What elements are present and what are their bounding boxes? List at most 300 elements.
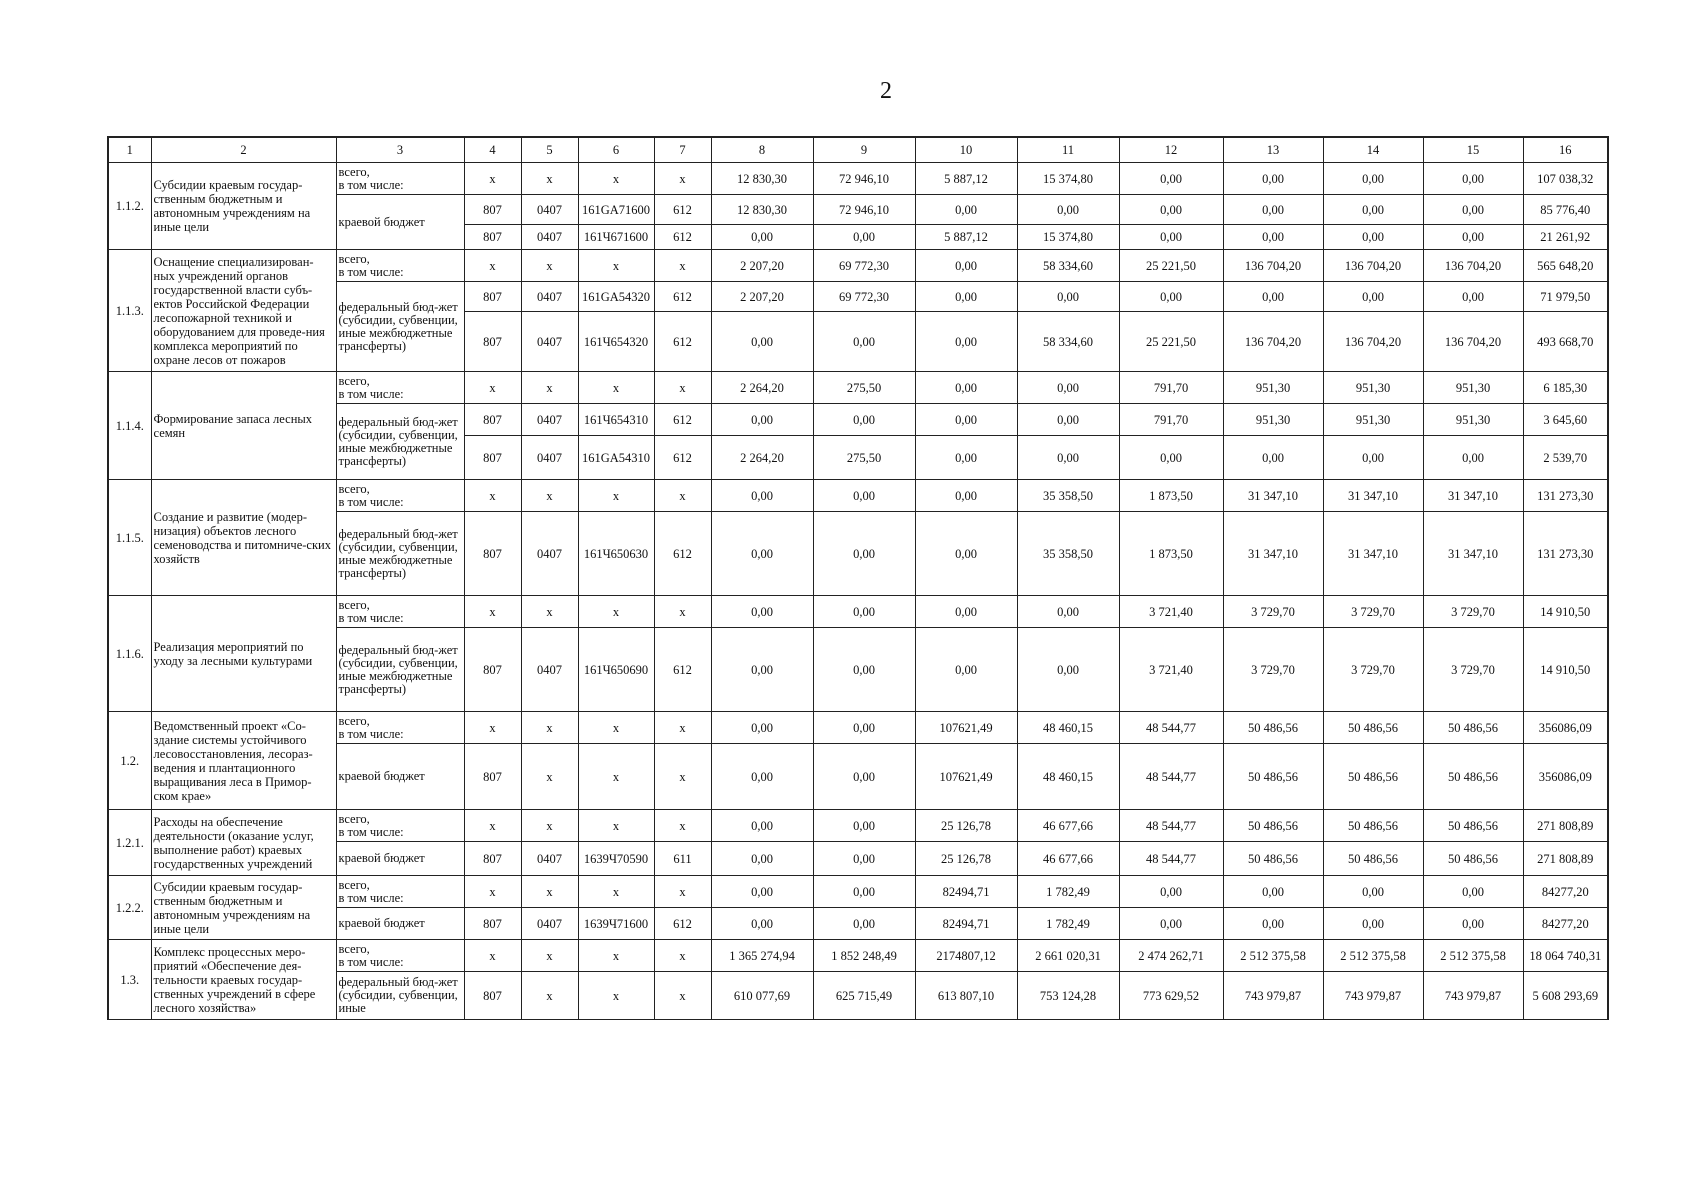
value-cell: 0,00 [1223, 436, 1323, 480]
value-cell: 3 729,70 [1223, 596, 1323, 628]
value-cell: 612 [654, 195, 711, 225]
value-cell: 2 661 020,31 [1017, 940, 1119, 972]
value-cell: x [521, 596, 578, 628]
value-cell: x [578, 810, 654, 842]
value-cell: 0,00 [711, 744, 813, 810]
value-cell: x [521, 940, 578, 972]
value-cell: 1 852 248,49 [813, 940, 915, 972]
value-cell: 0,00 [711, 810, 813, 842]
value-cell: 0,00 [1223, 282, 1323, 312]
value-cell: 0,00 [1223, 225, 1323, 250]
column-header: 1 [108, 137, 151, 163]
funding-source: всего, в том числе: [336, 940, 464, 972]
value-cell: x [521, 163, 578, 195]
value-cell: 0,00 [915, 372, 1017, 404]
value-cell: 3 721,40 [1119, 628, 1223, 712]
value-cell: x [464, 596, 521, 628]
funding-source: всего, в том числе: [336, 810, 464, 842]
value-cell: 0,00 [1223, 163, 1323, 195]
value-cell: 0,00 [1017, 404, 1119, 436]
value-cell: 951,30 [1323, 404, 1423, 436]
value-cell: 0,00 [1017, 372, 1119, 404]
value-cell: 5 608 293,69 [1523, 972, 1608, 1020]
column-header: 4 [464, 137, 521, 163]
value-cell: 31 347,10 [1223, 480, 1323, 512]
value-cell: 0,00 [1423, 282, 1523, 312]
row-code: 1.2. [108, 712, 151, 810]
value-cell: 612 [654, 628, 711, 712]
value-cell: 0407 [521, 908, 578, 940]
value-cell: 50 486,56 [1423, 842, 1523, 876]
value-cell: 82494,71 [915, 908, 1017, 940]
value-cell: 0,00 [915, 195, 1017, 225]
value-cell: x [578, 596, 654, 628]
value-cell: 35 358,50 [1017, 480, 1119, 512]
value-cell: 1 782,49 [1017, 876, 1119, 908]
value-cell: 107 038,32 [1523, 163, 1608, 195]
value-cell: 807 [464, 908, 521, 940]
value-cell: 136 704,20 [1323, 312, 1423, 372]
value-cell: 0,00 [1423, 195, 1523, 225]
value-cell: 0407 [521, 512, 578, 596]
value-cell: 50 486,56 [1223, 744, 1323, 810]
table-row [108, 940, 1608, 972]
value-cell: 0,00 [915, 512, 1017, 596]
value-cell: 612 [654, 312, 711, 372]
funding-source: всего, в том числе: [336, 876, 464, 908]
value-cell: 0,00 [1323, 225, 1423, 250]
row-name: Комплекс процессных меро-приятий «Обеспечение дея-тельности краевых государ-ственных учреждений в сфере лесного хозяйства» [151, 940, 336, 1020]
value-cell: 0,00 [1017, 628, 1119, 712]
row-name: Ведомственный проект «Со-здание системы устойчивого лесовосстановления, лесораз-ведения и плантационного выращивания леса в Примор-ском крае» [151, 712, 336, 810]
funding-source: всего, в том числе: [336, 372, 464, 404]
value-cell: x [578, 744, 654, 810]
value-cell: 0,00 [1223, 908, 1323, 940]
funding-source: всего, в том числе: [336, 480, 464, 512]
value-cell: 807 [464, 744, 521, 810]
value-cell: 0407 [521, 312, 578, 372]
table-row [108, 372, 1608, 404]
value-cell: 0,00 [711, 404, 813, 436]
value-cell: 743 979,87 [1223, 972, 1323, 1020]
value-cell: 0,00 [1119, 163, 1223, 195]
value-cell: 275,50 [813, 436, 915, 480]
value-cell: 0,00 [915, 404, 1017, 436]
value-cell: 31 347,10 [1423, 480, 1523, 512]
value-cell: x [654, 163, 711, 195]
row-code: 1.1.5. [108, 480, 151, 596]
column-header: 7 [654, 137, 711, 163]
value-cell: 131 273,30 [1523, 512, 1608, 596]
row-name: Оснащение специализирован-ных учреждений органов государственной власти субъ-ектов Российской Федерации лесопожарной техникой и оборудованием для проведе-ния комплекса мероприятий по охране лесов от пожаров [151, 250, 336, 372]
value-cell: 356086,09 [1523, 744, 1608, 810]
value-cell: 2 539,70 [1523, 436, 1608, 480]
value-cell: 48 544,77 [1119, 810, 1223, 842]
value-cell: 0,00 [915, 628, 1017, 712]
value-cell: 0,00 [813, 480, 915, 512]
value-cell: 50 486,56 [1323, 712, 1423, 744]
value-cell: x [654, 250, 711, 282]
value-cell: 613 807,10 [915, 972, 1017, 1020]
value-cell: 136 704,20 [1423, 312, 1523, 372]
value-cell: 791,70 [1119, 372, 1223, 404]
funding-source: всего, в том числе: [336, 712, 464, 744]
value-cell: x [521, 972, 578, 1020]
value-cell: 271 808,89 [1523, 842, 1608, 876]
funding-source: федеральный бюд-жет (субсидии, субвенции, иные межбюджетные трансферты) [336, 404, 464, 480]
value-cell: 50 486,56 [1223, 810, 1323, 842]
value-cell: 0407 [521, 195, 578, 225]
value-cell: 5 887,12 [915, 163, 1017, 195]
value-cell: 0,00 [711, 225, 813, 250]
value-cell: 0,00 [711, 480, 813, 512]
column-header: 14 [1323, 137, 1423, 163]
value-cell: x [578, 163, 654, 195]
value-cell: 0,00 [711, 876, 813, 908]
value-cell: 161Ч650630 [578, 512, 654, 596]
value-cell: 0407 [521, 225, 578, 250]
value-cell: 0,00 [813, 810, 915, 842]
value-cell: x [464, 876, 521, 908]
column-header: 8 [711, 137, 813, 163]
value-cell: 0,00 [1323, 163, 1423, 195]
value-cell: 85 776,40 [1523, 195, 1608, 225]
value-cell: 2174807,12 [915, 940, 1017, 972]
value-cell: 161Ч654310 [578, 404, 654, 436]
value-cell: 5 887,12 [915, 225, 1017, 250]
value-cell: x [521, 480, 578, 512]
value-cell: 0,00 [813, 312, 915, 372]
value-cell: x [654, 372, 711, 404]
value-cell: 107621,49 [915, 744, 1017, 810]
value-cell: 0,00 [1017, 195, 1119, 225]
value-cell: 612 [654, 512, 711, 596]
value-cell: 0,00 [915, 312, 1017, 372]
value-cell: 0,00 [711, 908, 813, 940]
value-cell: 951,30 [1423, 372, 1523, 404]
value-cell: 951,30 [1223, 372, 1323, 404]
value-cell: 951,30 [1223, 404, 1323, 436]
value-cell: 3 729,70 [1423, 628, 1523, 712]
value-cell: x [654, 810, 711, 842]
value-cell: 791,70 [1119, 404, 1223, 436]
value-cell: 565 648,20 [1523, 250, 1608, 282]
value-cell: 0,00 [1423, 163, 1523, 195]
value-cell: 0,00 [813, 744, 915, 810]
value-cell: 2 512 375,58 [1223, 940, 1323, 972]
value-cell: x [521, 250, 578, 282]
column-header: 12 [1119, 137, 1223, 163]
value-cell: 48 544,77 [1119, 712, 1223, 744]
row-name: Формирование запаса лесных семян [151, 372, 336, 480]
value-cell: 612 [654, 225, 711, 250]
value-cell: 14 910,50 [1523, 628, 1608, 712]
value-cell: 0,00 [1323, 436, 1423, 480]
value-cell: x [578, 372, 654, 404]
value-cell: 14 910,50 [1523, 596, 1608, 628]
value-cell: 951,30 [1423, 404, 1523, 436]
value-cell: 50 486,56 [1323, 842, 1423, 876]
column-header: 11 [1017, 137, 1119, 163]
value-cell: 1 365 274,94 [711, 940, 813, 972]
funding-source: федеральный бюд-жет (субсидии, субвенции, иные межбюджетные трансферты) [336, 628, 464, 712]
table-row [108, 876, 1608, 908]
value-cell: 0,00 [915, 282, 1017, 312]
value-cell: 0,00 [1119, 436, 1223, 480]
value-cell: 2 474 262,71 [1119, 940, 1223, 972]
value-cell: 0,00 [813, 876, 915, 908]
value-cell: 0,00 [813, 225, 915, 250]
value-cell: 15 374,80 [1017, 163, 1119, 195]
row-code: 1.2.2. [108, 876, 151, 940]
value-cell: 356086,09 [1523, 712, 1608, 744]
value-cell: 0,00 [1323, 876, 1423, 908]
value-cell: 50 486,56 [1423, 712, 1523, 744]
value-cell: 2 207,20 [711, 282, 813, 312]
value-cell: 50 486,56 [1423, 744, 1523, 810]
table-row [108, 810, 1608, 842]
value-cell: x [654, 972, 711, 1020]
value-cell: 0,00 [1017, 282, 1119, 312]
value-cell: 161GA54320 [578, 282, 654, 312]
value-cell: 807 [464, 972, 521, 1020]
value-cell: 48 460,15 [1017, 712, 1119, 744]
column-header: 3 [336, 137, 464, 163]
value-cell: x [578, 940, 654, 972]
value-cell: x [578, 250, 654, 282]
value-cell: x [464, 480, 521, 512]
funding-source: краевой бюджет [336, 195, 464, 250]
value-cell: 0,00 [1423, 908, 1523, 940]
row-name: Субсидии краевым государ-ственным бюджетным и автономным учреждениям на иные цели [151, 876, 336, 940]
value-cell: 25 126,78 [915, 810, 1017, 842]
value-cell: x [654, 712, 711, 744]
value-cell: 72 946,10 [813, 195, 915, 225]
value-cell: 0407 [521, 436, 578, 480]
row-code: 1.1.4. [108, 372, 151, 480]
value-cell: 0,00 [813, 512, 915, 596]
column-header: 2 [151, 137, 336, 163]
value-cell: 12 830,30 [711, 195, 813, 225]
value-cell: 2 264,20 [711, 372, 813, 404]
value-cell: 271 808,89 [1523, 810, 1608, 842]
value-cell: x [654, 876, 711, 908]
value-cell: x [464, 250, 521, 282]
value-cell: 1 873,50 [1119, 480, 1223, 512]
column-header: 10 [915, 137, 1017, 163]
value-cell: 131 273,30 [1523, 480, 1608, 512]
value-cell: 743 979,87 [1423, 972, 1523, 1020]
value-cell: 0407 [521, 842, 578, 876]
value-cell: 12 830,30 [711, 163, 813, 195]
value-cell: 612 [654, 908, 711, 940]
value-cell: 0,00 [813, 404, 915, 436]
value-cell: 3 645,60 [1523, 404, 1608, 436]
value-cell: 0,00 [915, 596, 1017, 628]
value-cell: x [654, 480, 711, 512]
column-header: 15 [1423, 137, 1523, 163]
funding-source: федеральный бюд-жет (субсидии, субвенции, иные [336, 972, 464, 1020]
value-cell: 807 [464, 282, 521, 312]
value-cell: x [521, 744, 578, 810]
column-header: 6 [578, 137, 654, 163]
value-cell: 3 729,70 [1323, 628, 1423, 712]
value-cell: 807 [464, 404, 521, 436]
value-cell: 25 221,50 [1119, 250, 1223, 282]
value-cell: 0,00 [1423, 225, 1523, 250]
value-cell: 50 486,56 [1323, 744, 1423, 810]
value-cell: 0,00 [915, 480, 1017, 512]
value-cell: 161Ч654320 [578, 312, 654, 372]
value-cell: 21 261,92 [1523, 225, 1608, 250]
value-cell: x [464, 712, 521, 744]
value-cell: 31 347,10 [1223, 512, 1323, 596]
value-cell: 0,00 [1223, 195, 1323, 225]
value-cell: 161GA54310 [578, 436, 654, 480]
value-cell: 0,00 [813, 628, 915, 712]
column-header: 16 [1523, 137, 1608, 163]
header-row [108, 137, 1608, 163]
value-cell: 6 185,30 [1523, 372, 1608, 404]
value-cell: 1 782,49 [1017, 908, 1119, 940]
value-cell: 0,00 [1223, 876, 1323, 908]
value-cell: 807 [464, 512, 521, 596]
value-cell: 0,00 [1423, 436, 1523, 480]
value-cell: 612 [654, 404, 711, 436]
value-cell: 0,00 [1119, 195, 1223, 225]
value-cell: 743 979,87 [1323, 972, 1423, 1020]
value-cell: x [521, 810, 578, 842]
value-cell: 2 512 375,58 [1323, 940, 1423, 972]
value-cell: 951,30 [1323, 372, 1423, 404]
value-cell: 807 [464, 628, 521, 712]
value-cell: 25 126,78 [915, 842, 1017, 876]
value-cell: 0,00 [1119, 876, 1223, 908]
value-cell: x [464, 940, 521, 972]
value-cell: 48 544,77 [1119, 842, 1223, 876]
value-cell: 612 [654, 282, 711, 312]
value-cell: 0,00 [1323, 908, 1423, 940]
value-cell: 31 347,10 [1323, 480, 1423, 512]
row-name: Расходы на обеспечение деятельности (оказание услуг, выполнение работ) краевых государственных учреждений [151, 810, 336, 876]
value-cell: 161Ч650690 [578, 628, 654, 712]
value-cell: x [464, 810, 521, 842]
value-cell: 625 715,49 [813, 972, 915, 1020]
column-header: 9 [813, 137, 915, 163]
row-code: 1.3. [108, 940, 151, 1020]
value-cell: 0,00 [711, 512, 813, 596]
value-cell: 25 221,50 [1119, 312, 1223, 372]
value-cell: 275,50 [813, 372, 915, 404]
value-cell: 807 [464, 842, 521, 876]
value-cell: x [578, 712, 654, 744]
value-cell: 0,00 [915, 250, 1017, 282]
value-cell: 161Ч671600 [578, 225, 654, 250]
value-cell: 69 772,30 [813, 282, 915, 312]
value-cell: 1639Ч70590 [578, 842, 654, 876]
value-cell: 807 [464, 225, 521, 250]
funding-source: краевой бюджет [336, 744, 464, 810]
value-cell: x [654, 596, 711, 628]
value-cell: x [464, 372, 521, 404]
value-cell: 3 729,70 [1423, 596, 1523, 628]
value-cell: 84277,20 [1523, 908, 1608, 940]
funding-source: федеральный бюд-жет (субсидии, субвенции, иные межбюджетные трансферты) [336, 512, 464, 596]
value-cell: 46 677,66 [1017, 810, 1119, 842]
value-cell: x [521, 876, 578, 908]
column-header: 5 [521, 137, 578, 163]
value-cell: 773 629,52 [1119, 972, 1223, 1020]
value-cell: 136 704,20 [1223, 250, 1323, 282]
value-cell: 0,00 [711, 842, 813, 876]
value-cell: x [654, 744, 711, 810]
value-cell: 48 460,15 [1017, 744, 1119, 810]
value-cell: 0,00 [1119, 908, 1223, 940]
table-row [108, 250, 1608, 282]
value-cell: 493 668,70 [1523, 312, 1608, 372]
value-cell: 807 [464, 312, 521, 372]
value-cell: 0,00 [1119, 225, 1223, 250]
value-cell: 3 721,40 [1119, 596, 1223, 628]
value-cell: x [578, 876, 654, 908]
value-cell: 610 077,69 [711, 972, 813, 1020]
value-cell: 807 [464, 436, 521, 480]
value-cell: 0,00 [813, 842, 915, 876]
funding-source: всего, в том числе: [336, 163, 464, 195]
value-cell: 15 374,80 [1017, 225, 1119, 250]
value-cell: 2 264,20 [711, 436, 813, 480]
value-cell: 0,00 [711, 312, 813, 372]
value-cell: 50 486,56 [1323, 810, 1423, 842]
value-cell: 136 704,20 [1423, 250, 1523, 282]
funding-source: всего, в том числе: [336, 596, 464, 628]
row-code: 1.1.3. [108, 250, 151, 372]
value-cell: 84277,20 [1523, 876, 1608, 908]
value-cell: 2 512 375,58 [1423, 940, 1523, 972]
value-cell: 136 704,20 [1323, 250, 1423, 282]
table-row [108, 480, 1608, 512]
value-cell: 46 677,66 [1017, 842, 1119, 876]
value-cell: 0,00 [1323, 282, 1423, 312]
value-cell: 3 729,70 [1323, 596, 1423, 628]
value-cell: 0,00 [915, 436, 1017, 480]
value-cell: 1639Ч71600 [578, 908, 654, 940]
value-cell: 82494,71 [915, 876, 1017, 908]
value-cell: 2 207,20 [711, 250, 813, 282]
funding-source: краевой бюджет [336, 842, 464, 876]
value-cell: 0,00 [813, 712, 915, 744]
table-row [108, 712, 1608, 744]
value-cell: 50 486,56 [1223, 712, 1323, 744]
value-cell: 0,00 [711, 712, 813, 744]
value-cell: 0,00 [813, 596, 915, 628]
value-cell: 0,00 [711, 596, 813, 628]
value-cell: 0407 [521, 628, 578, 712]
funding-source: федеральный бюд-жет (субсидии, субвенции, иные межбюджетные трансферты) [336, 282, 464, 372]
value-cell: 611 [654, 842, 711, 876]
value-cell: 72 946,10 [813, 163, 915, 195]
value-cell: 107621,49 [915, 712, 1017, 744]
value-cell: 50 486,56 [1223, 842, 1323, 876]
value-cell: 0,00 [813, 908, 915, 940]
row-code: 1.1.2. [108, 163, 151, 250]
value-cell: 136 704,20 [1223, 312, 1323, 372]
value-cell: 1 873,50 [1119, 512, 1223, 596]
value-cell: 0,00 [1119, 282, 1223, 312]
value-cell: 3 729,70 [1223, 628, 1323, 712]
value-cell: 18 064 740,31 [1523, 940, 1608, 972]
value-cell: 612 [654, 436, 711, 480]
